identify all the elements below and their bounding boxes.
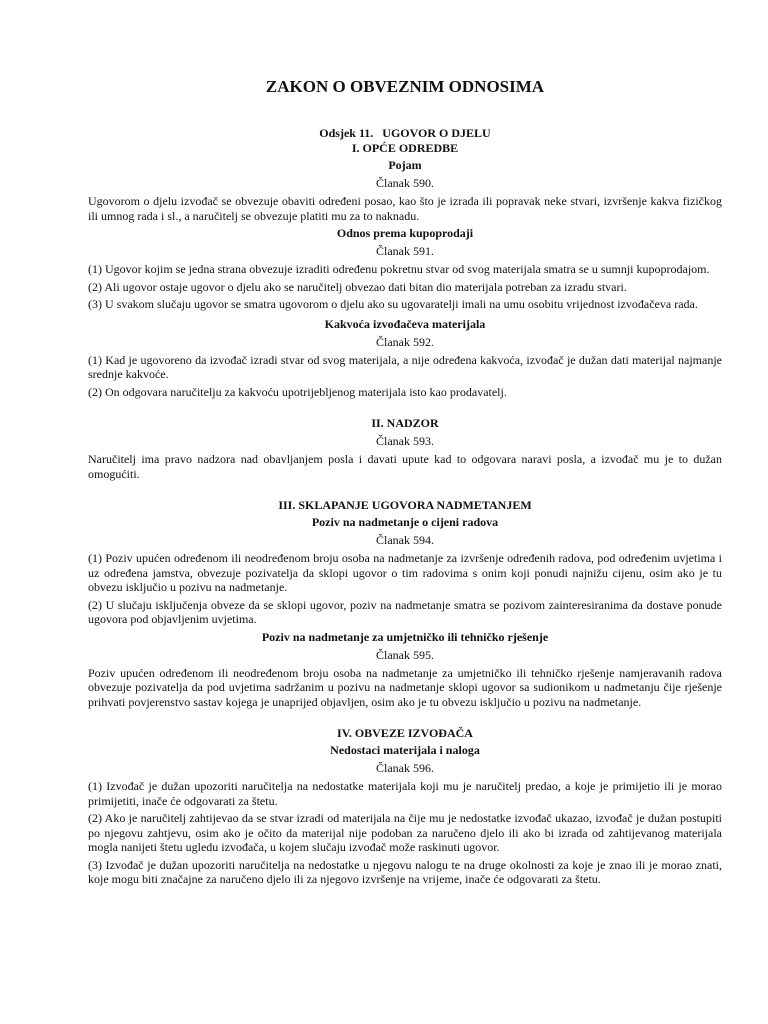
article-number: Članak 595. <box>376 647 434 662</box>
paragraph: (1) Poziv upućen određenom ili neodređenom broju osoba na nadmetanje za izvršenje određenih radova, pod određenim uvjetima i uz određena jamstva, obvezuje pozivatelja da sklopi ugovor o tim radovima s onim koji ponudi najnižu cijenu, osim ako je tu obvezu isključio u pozivu na nadmetanje. <box>88 551 722 594</box>
subheading: Poziv na nadmetanje za umjetničko ili tehničko rješenje <box>261 629 549 644</box>
paragraph: (3) U svakom slučaju ugovor se smatra ugovorom o djelu ako su ugovaratelji imali na umu osobitu vrijednost izvođačeva rada. <box>88 297 698 311</box>
subheading: Poziv na nadmetanje o cijeni radova <box>311 515 499 529</box>
article-number: Članak 596. <box>376 761 434 775</box>
article-number: Članak 591. <box>376 244 434 258</box>
paragraph: (2) U slučaju isključenja obveze da se sklopi ugovor, poziv na nadmetanje smatra se pozivom zainteresiranima da dostave ponude ugovora pod objavljenim uvjetima. <box>88 597 722 626</box>
paragraph: (2) On odgovara naručitelju za kakvoću upotrijebljenog materijala isto kao prodavatelj. <box>88 384 507 399</box>
article-number: Članak 594. <box>376 533 434 547</box>
subheading: Nedostaci materijala i naloga <box>330 743 480 757</box>
subheading: Pojam <box>388 158 422 172</box>
part-heading: II. NADZOR <box>371 416 439 430</box>
subheading: Odnos prema kupoprodaji <box>336 226 474 240</box>
paragraph: Poziv upućen određenom ili neodređenom broju osoba na nadmetanje za umjetničko ili tehničko rješenje namjeravanih radova obvezuje pozivatelja da pod uvjetima sadržanim u pozivu na nadmetanje sklopi ugovor sa sudionikom u nadmetanju čije rješenje prihvati povjerenstvo sastav kojega je unaprijed objavljen, osim ako je tu obvezu isključio u pozivu na nadmetanje. <box>88 665 722 709</box>
article-number: Članak 592. <box>376 334 434 349</box>
paragraph: (2) Ali ugovor ostaje ugovor o djelu ako se naručitelj obvezao dati bitan dio materijala potreban za izradu stvari. <box>88 279 627 294</box>
paragraph: (1) Kad je ugovoreno da izvođač izradi stvar od svog materijala, a nije određena kakvoća, izvođač je dužan dati materijal najmanje srednje kakvoće. <box>88 352 722 381</box>
paragraph: Ugovorom o djelu izvođač se obvezuje obaviti određeni posao, kao što je izrada ili popravak neke stvari, izvršenje kakva fizičkog ili umnog rada i sl., a naručitelj se obvezuje platiti mu za to naknadu. <box>88 194 722 223</box>
document-title: ZAKON O OBVEZNIM ODNOSIMA <box>265 77 545 96</box>
article-number: Članak 590. <box>376 176 434 190</box>
part-heading: III. SKLAPANJE UGOVORA NADMETANJEM <box>278 498 532 512</box>
subheading: Kakvoća izvođačeva materijala <box>324 316 486 331</box>
paragraph: (1) Izvođač je dužan upozoriti naručitelja na nedostatke materijala koji mu je naručitelj predao, a koje je primijetio ili je morao primijetiti, inače će odgovarati za štetu. <box>88 779 722 808</box>
section-heading: Odsjek 11. UGOVOR O DJELU <box>319 126 491 140</box>
paragraph: Naručitelj ima pravo nadzora nad obavljanjem posla i davati upute kad to odgovara naravi posla, a izvođač mu je to dužan omogućiti. <box>88 452 722 481</box>
paragraph: (2) Ako je naručitelj zahtijevao da se stvar izradi od materijala na čije mu je nedostatke izvođač ukazao, izvođač je dužan postupiti po njegovu zahtjevu, osim ako je očito da materijal nije podoban za naručeno djelo ili ako bi izrada od zahtijevanog materijala mogla nanijeti štetu ugledu izvođača, u kojem slučaju izvođač može raskinuti ugovor. <box>88 811 722 854</box>
article-number: Članak 593. <box>376 434 434 448</box>
paragraph: (1) Ugovor kojim se jedna strana obvezuje izraditi određenu pokretnu stvar od svog materijala smatra se u sumnji kupoprodajom. <box>88 262 710 276</box>
paragraph: (3) Izvođač je dužan upozoriti naručitelja na nedostatke u njegovu nalogu te na druge okolnosti za koje je znao ili je morao znati, koje mogu biti značajne za naručeno djelo ili za njegovo izvršenje na vrijeme, inače će odgovarati za štetu. <box>88 857 722 886</box>
part-heading: I. OPĆE ODREDBE <box>351 141 459 155</box>
part-heading: IV. OBVEZE IZVOĐAČA <box>337 726 473 740</box>
